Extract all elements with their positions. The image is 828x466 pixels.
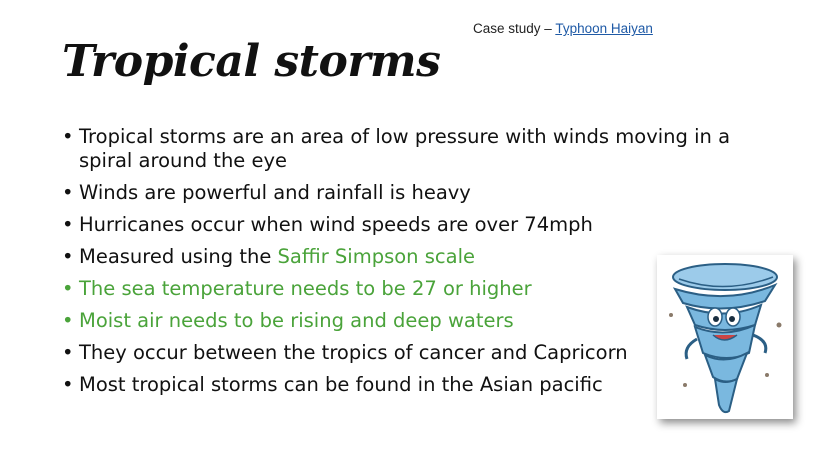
bullet-text: They occur between the tropics of cancer and Capricorn [79, 341, 628, 364]
slide-title: Tropical storms [62, 36, 441, 87]
bullet-text: The sea temperature needs to be 27 or higher [79, 277, 532, 300]
bullet-item [62, 181, 752, 205]
bullet-item [62, 309, 752, 333]
cartoon-tornado-icon [657, 255, 793, 419]
saffir-simpson-highlight: Saffir Simpson scale [277, 245, 475, 268]
bullet-text: Most tropical storms can be found in the Asian pacific [79, 373, 603, 396]
bullet-text: Hurricanes occur when wind speeds are over 74mph [79, 213, 593, 236]
typhoon-haiyan-link[interactable]: Typhoon Haiyan [555, 21, 653, 36]
bullet-text: Winds are powerful and rainfall is heavy [79, 181, 471, 204]
case-study-label [473, 21, 653, 36]
bullet-text: Tropical storms are an area of low pressure with winds moving in a spiral around the eye [79, 125, 731, 172]
tornado-picture [657, 255, 793, 419]
bullet-item [62, 373, 752, 397]
bullet-item [62, 213, 752, 237]
bullet-item [62, 277, 752, 301]
case-study-prefix: Case study – [473, 21, 556, 36]
bullet-text: Measured using the [79, 245, 278, 268]
bullet-text: Moist air needs to be rising and deep waters [79, 309, 514, 332]
bullet-item [62, 125, 752, 173]
bullet-list [62, 125, 752, 405]
bullet-item [62, 341, 752, 365]
bullet-item [62, 245, 752, 269]
